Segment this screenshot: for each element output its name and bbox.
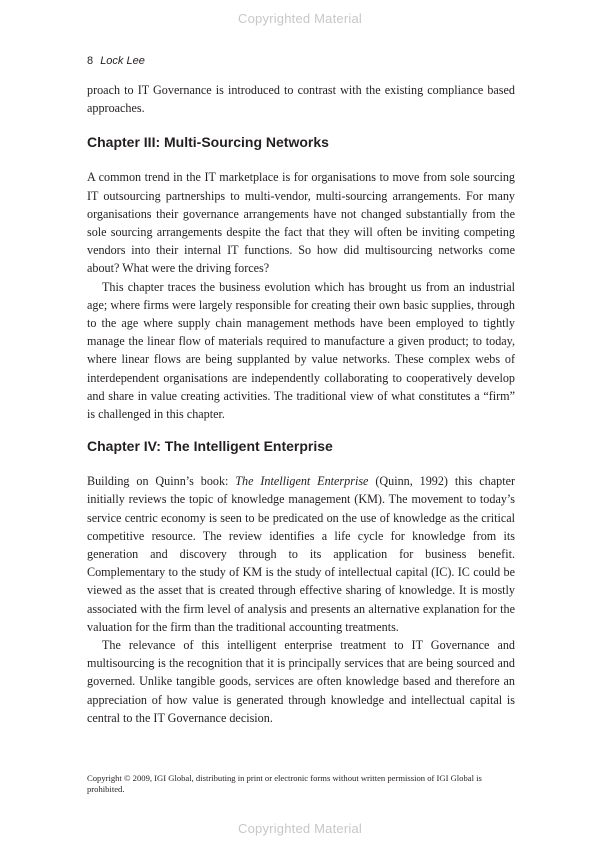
running-head-author: Lock Lee: [100, 55, 145, 67]
chapter-4-heading: Chapter IV: The Intelligent Enterprise: [87, 438, 333, 455]
watermark-bottom: Copyrighted Material: [238, 821, 362, 836]
running-head: [87, 55, 145, 67]
intro-continuation-paragraph: proach to IT Governance is introduced to contrast with the existing compliance based approaches.: [87, 83, 515, 116]
watermark-top: Copyrighted Material: [238, 11, 362, 26]
page-content: [87, 81, 515, 727]
chapter-4-paragraph-1: [87, 472, 515, 636]
chapter-3-heading: Chapter III: Multi-Sourcing Networks: [87, 134, 329, 151]
chapter-4-p1-lead: Building on Quinn’s book:: [87, 474, 236, 489]
book-title: The Intelligent Enterprise: [235, 474, 369, 489]
chapter-4-p1-rest: (Quinn, 1992) this chapter initially reviews the topic of knowledge management (KM). The movement to today’s service centric economy is seen to be predicated on the use of knowledge as the critical competitive resource. The review identifies a life cycle for knowledge from its generation and discovery through to its application for business benefit. Complementary to the study of KM is the study of intellectual capital (IC). IC could be viewed as the asset that is created through effective sharing of knowledge. It is mostly associated with the firm level of analysis and presents an alternative explanation for the valuation for the firm than the traditional accounting treatments.: [87, 474, 515, 634]
copyright-footer: Copyright © 2009, IGI Global, distributing in print or electronic forms without written permission of IGI Global is prohibited.: [87, 773, 482, 794]
chapter-3-paragraph-2: This chapter traces the business evolution which has brought us from an industrial age; where firms were largely responsible for creating their own basic supplies, through to the age where supply chain management methods have been employed to tightly manage the linear flow of materials required to manufacture a given product; to today, where linear flows are being supplanted by value networks. These complex webs of interdependent organisations are independently collaborating to cooperatively develop and share in value creating activities. The traditional view of what constitutes a “firm” is challenged in this chapter.: [87, 279, 515, 422]
chapter-3-paragraph-1: A common trend in the IT marketplace is for organisations to move from sole sourcing IT outsourcing partnerships to multi-vendor, multi-sourcing arrangements. For many organisations their governance arrangements have not changed substantially from the sole sourcing arrangements despite the fact that they will often be inviting competing vendors into their internal IT functions. So how did multisourcing networks come about? What were the driving forces?: [87, 170, 515, 276]
page-number: 8: [87, 55, 94, 67]
chapter-4-paragraph-2: The relevance of this intelligent enterprise treatment to IT Governance and multisourcing is the recognition that it is principally services that are being sourced and governed. Unlike tangible goods, services are often knowledge based and therefore an appreciation of how value is generated through knowledge and intellectual capital is central to the IT Governance decision.: [87, 638, 515, 725]
